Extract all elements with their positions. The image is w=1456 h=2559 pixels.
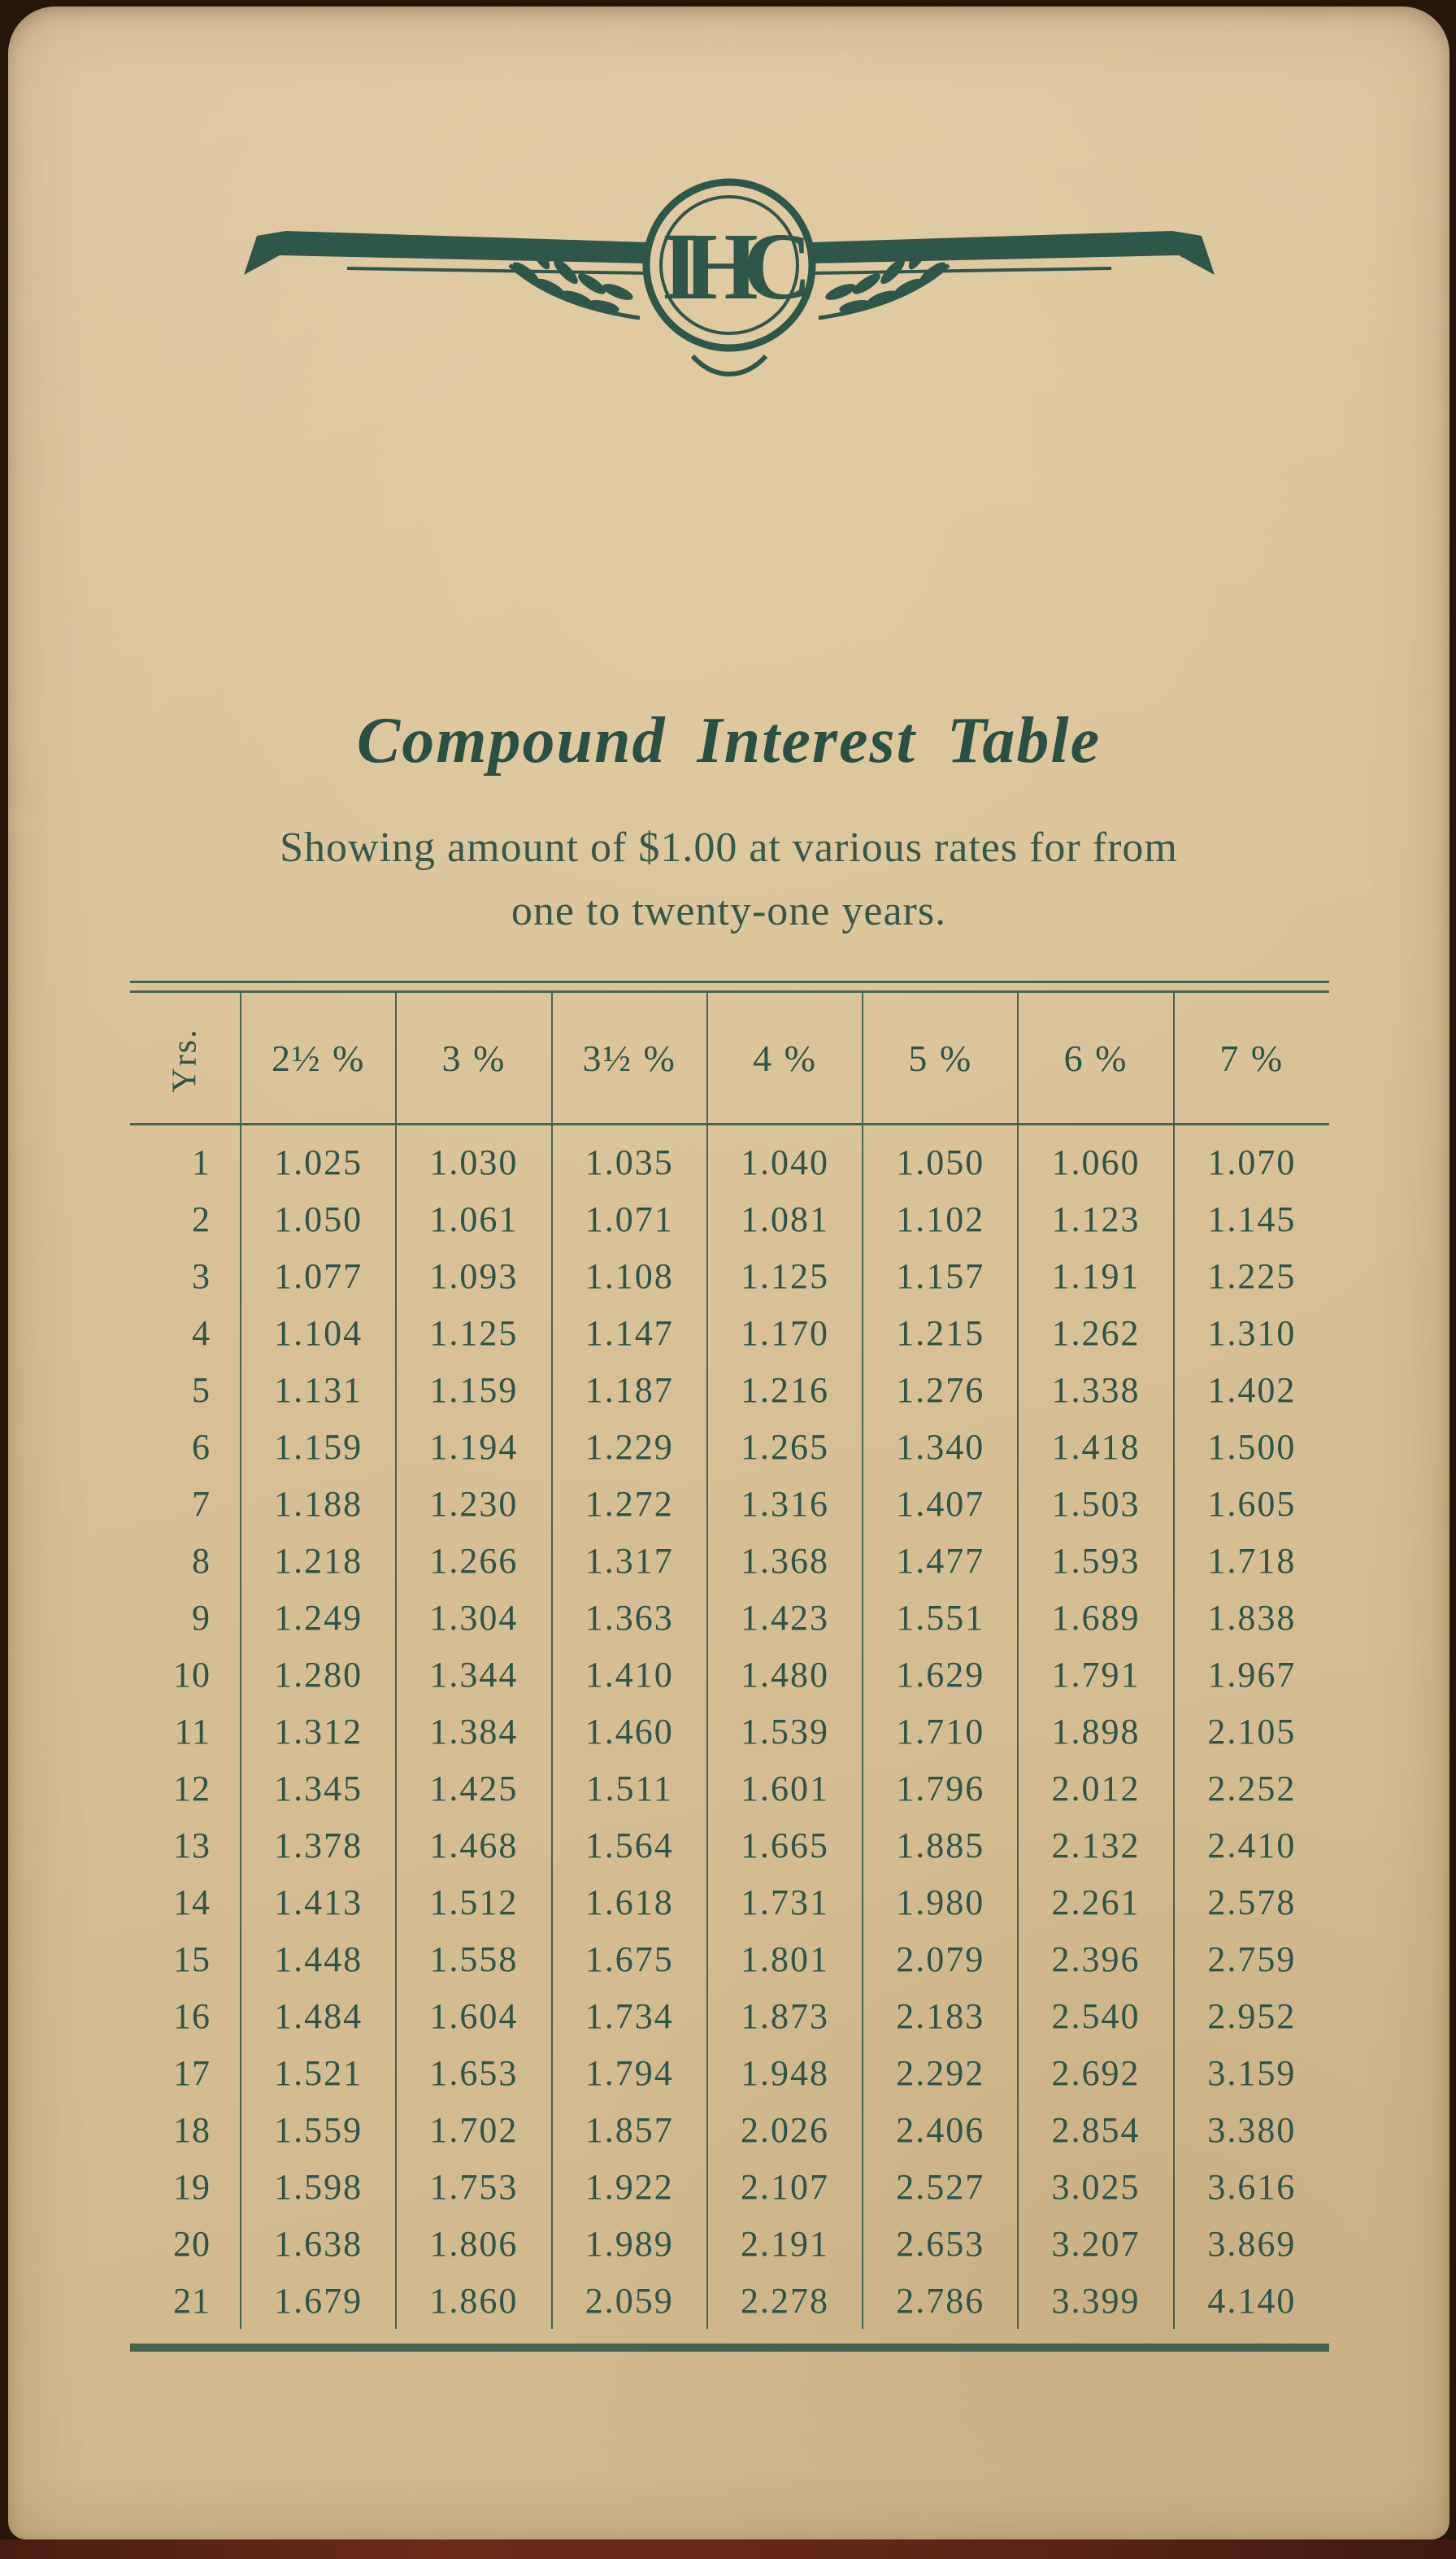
table-row bbox=[130, 1646, 1329, 1703]
value-cell: 1.317 bbox=[552, 1532, 707, 1589]
value-cell: 1.665 bbox=[707, 1817, 863, 1874]
value-cell: 1.948 bbox=[707, 2044, 863, 2101]
value-cell: 1.280 bbox=[241, 1646, 396, 1703]
table-row bbox=[130, 2215, 1329, 2272]
value-cell: 1.218 bbox=[241, 1532, 396, 1589]
value-cell: 1.593 bbox=[1018, 1532, 1173, 1589]
value-cell: 1.618 bbox=[552, 1874, 707, 1930]
value-cell: 1.718 bbox=[1174, 1532, 1329, 1589]
value-cell: 1.340 bbox=[863, 1418, 1018, 1475]
value-cell: 1.601 bbox=[707, 1760, 863, 1817]
value-cell: 1.980 bbox=[863, 1874, 1018, 1930]
table-row bbox=[130, 1987, 1329, 2044]
value-cell: 1.689 bbox=[1018, 1589, 1173, 1646]
value-cell: 1.675 bbox=[552, 1930, 707, 1987]
value-cell: 1.378 bbox=[241, 1817, 396, 1874]
value-cell: 3.159 bbox=[1174, 2044, 1329, 2101]
value-cell: 4.140 bbox=[1174, 2272, 1329, 2329]
value-cell: 2.252 bbox=[1174, 1760, 1329, 1817]
value-cell: 1.423 bbox=[707, 1589, 863, 1646]
value-cell: 1.187 bbox=[552, 1361, 707, 1418]
table-row bbox=[130, 1418, 1329, 1475]
value-cell: 2.540 bbox=[1018, 1987, 1173, 2044]
right-wing-ornament bbox=[811, 231, 1215, 275]
year-cell: 16 bbox=[173, 1996, 211, 2036]
value-cell: 1.249 bbox=[241, 1589, 396, 1646]
value-cell: 1.040 bbox=[707, 1125, 863, 1191]
value-cell: 3.399 bbox=[1018, 2272, 1173, 2329]
value-cell: 1.898 bbox=[1018, 1703, 1173, 1760]
table-bottom-rule bbox=[130, 2344, 1329, 2352]
value-cell: 1.477 bbox=[863, 1532, 1018, 1589]
value-cell: 1.460 bbox=[552, 1703, 707, 1760]
booklet-binding-edge bbox=[0, 2539, 1456, 2559]
left-wing-ornament bbox=[244, 231, 648, 275]
value-cell: 1.188 bbox=[241, 1475, 396, 1532]
value-cell: 1.425 bbox=[396, 1760, 551, 1817]
value-cell: 1.070 bbox=[1174, 1125, 1329, 1191]
value-cell: 2.278 bbox=[707, 2272, 863, 2329]
year-cell: 9 bbox=[192, 1598, 211, 1638]
table-body bbox=[130, 1125, 1329, 2330]
header-ornament bbox=[172, 151, 1286, 379]
year-cell: 17 bbox=[173, 2053, 211, 2093]
table-row bbox=[130, 2272, 1329, 2329]
value-cell: 1.108 bbox=[552, 1247, 707, 1304]
value-cell: 1.418 bbox=[1018, 1418, 1173, 1475]
value-cell: 1.605 bbox=[1174, 1475, 1329, 1532]
value-cell: 2.261 bbox=[1018, 1874, 1173, 1930]
value-cell: 1.215 bbox=[863, 1304, 1018, 1361]
table-row bbox=[130, 1125, 1329, 1191]
year-cell: 11 bbox=[174, 1712, 211, 1752]
value-cell: 1.653 bbox=[396, 2044, 551, 2101]
year-cell: 6 bbox=[192, 1427, 211, 1467]
year-cell: 13 bbox=[173, 1826, 211, 1865]
value-cell: 1.448 bbox=[241, 1930, 396, 1987]
value-cell: 1.838 bbox=[1174, 1589, 1329, 1646]
value-cell: 1.125 bbox=[707, 1247, 863, 1304]
value-cell: 1.338 bbox=[1018, 1361, 1173, 1418]
page-title: Compound Interest Table bbox=[356, 705, 1102, 777]
value-cell: 1.598 bbox=[241, 2158, 396, 2215]
value-cell: 1.629 bbox=[863, 1646, 1018, 1703]
value-cell: 1.638 bbox=[241, 2215, 396, 2272]
value-cell: 1.503 bbox=[1018, 1475, 1173, 1532]
value-cell: 1.035 bbox=[552, 1125, 707, 1191]
value-cell: 1.402 bbox=[1174, 1361, 1329, 1418]
value-cell: 1.989 bbox=[552, 2215, 707, 2272]
year-cell: 4 bbox=[192, 1313, 211, 1353]
rate-header-cell: 7 % bbox=[1174, 993, 1329, 1125]
value-cell: 2.578 bbox=[1174, 1874, 1329, 1930]
value-cell: 1.060 bbox=[1018, 1125, 1173, 1191]
value-cell: 2.107 bbox=[707, 2158, 863, 2215]
year-cell: 10 bbox=[173, 1655, 211, 1695]
value-cell: 2.786 bbox=[863, 2272, 1018, 2329]
years-header-label: Yrs. bbox=[166, 1027, 204, 1093]
booklet-page bbox=[8, 7, 1449, 2539]
table-row bbox=[130, 1247, 1329, 1304]
value-cell: 1.191 bbox=[1018, 1247, 1173, 1304]
table-row bbox=[130, 1703, 1329, 1760]
page-subtitle bbox=[8, 816, 1449, 943]
value-cell: 1.710 bbox=[863, 1703, 1018, 1760]
value-cell: 2.653 bbox=[863, 2215, 1018, 2272]
value-cell: 3.869 bbox=[1174, 2215, 1329, 2272]
value-cell: 2.759 bbox=[1174, 1930, 1329, 1987]
value-cell: 1.384 bbox=[396, 1703, 551, 1760]
value-cell: 1.157 bbox=[863, 1247, 1018, 1304]
value-cell: 1.468 bbox=[396, 1817, 551, 1874]
table-row bbox=[130, 1760, 1329, 1817]
value-cell: 1.147 bbox=[552, 1304, 707, 1361]
value-cell: 3.616 bbox=[1174, 2158, 1329, 2215]
value-cell: 1.679 bbox=[241, 2272, 396, 2329]
year-cell: 20 bbox=[173, 2224, 211, 2264]
value-cell: 1.266 bbox=[396, 1532, 551, 1589]
value-cell: 1.225 bbox=[1174, 1247, 1329, 1304]
table-row bbox=[130, 1190, 1329, 1247]
value-cell: 1.262 bbox=[1018, 1304, 1173, 1361]
value-cell: 1.368 bbox=[707, 1532, 863, 1589]
value-cell: 1.050 bbox=[241, 1190, 396, 1247]
ihc-medallion bbox=[646, 182, 812, 374]
value-cell: 1.500 bbox=[1174, 1418, 1329, 1475]
value-cell: 1.123 bbox=[1018, 1190, 1173, 1247]
interest-table bbox=[130, 993, 1329, 2329]
ihc-monogram: IHC bbox=[661, 213, 797, 320]
value-cell: 2.396 bbox=[1018, 1930, 1173, 1987]
value-cell: 1.025 bbox=[241, 1125, 396, 1191]
value-cell: 1.604 bbox=[396, 1987, 551, 2044]
value-cell: 1.363 bbox=[552, 1589, 707, 1646]
value-cell: 1.731 bbox=[707, 1874, 863, 1930]
value-cell: 2.132 bbox=[1018, 1817, 1173, 1874]
value-cell: 3.025 bbox=[1018, 2158, 1173, 2215]
table-row bbox=[130, 1532, 1329, 1589]
value-cell: 1.170 bbox=[707, 1304, 863, 1361]
value-cell: 1.512 bbox=[396, 1874, 551, 1930]
table-row bbox=[130, 1304, 1329, 1361]
value-cell: 1.860 bbox=[396, 2272, 551, 2329]
value-cell: 1.061 bbox=[396, 1190, 551, 1247]
year-cell: 1 bbox=[192, 1142, 211, 1182]
value-cell: 1.410 bbox=[552, 1646, 707, 1703]
value-cell: 1.558 bbox=[396, 1930, 551, 1987]
value-cell: 2.191 bbox=[707, 2215, 863, 2272]
value-cell: 1.344 bbox=[396, 1646, 551, 1703]
year-cell: 7 bbox=[192, 1484, 211, 1524]
table-row bbox=[130, 1930, 1329, 1987]
value-cell: 2.012 bbox=[1018, 1760, 1173, 1817]
value-cell: 1.310 bbox=[1174, 1304, 1329, 1361]
value-cell: 1.967 bbox=[1174, 1646, 1329, 1703]
value-cell: 1.071 bbox=[552, 1190, 707, 1247]
year-cell: 15 bbox=[173, 1939, 211, 1979]
year-cell: 3 bbox=[192, 1256, 211, 1296]
subtitle-line-2: one to twenty-one years. bbox=[511, 888, 947, 934]
compound-interest-table bbox=[130, 981, 1329, 2352]
value-cell: 1.796 bbox=[863, 1760, 1018, 1817]
table-row bbox=[130, 1874, 1329, 1930]
year-cell: 8 bbox=[192, 1541, 211, 1581]
table-row bbox=[130, 1361, 1329, 1418]
value-cell: 1.734 bbox=[552, 1987, 707, 2044]
value-cell: 1.857 bbox=[552, 2101, 707, 2158]
table-row bbox=[130, 1589, 1329, 1646]
value-cell: 1.104 bbox=[241, 1304, 396, 1361]
value-cell: 1.131 bbox=[241, 1361, 396, 1418]
value-cell: 1.125 bbox=[396, 1304, 551, 1361]
value-cell: 1.484 bbox=[241, 1987, 396, 2044]
table-row bbox=[130, 2101, 1329, 2158]
table-header-row bbox=[130, 993, 1329, 1125]
value-cell: 1.093 bbox=[396, 1247, 551, 1304]
value-cell: 1.304 bbox=[396, 1589, 551, 1646]
value-cell: 1.753 bbox=[396, 2158, 551, 2215]
value-cell: 1.794 bbox=[552, 2044, 707, 2101]
value-cell: 2.292 bbox=[863, 2044, 1018, 2101]
value-cell: 2.079 bbox=[863, 1930, 1018, 1987]
year-cell: 18 bbox=[173, 2110, 211, 2150]
year-cell: 21 bbox=[173, 2281, 211, 2321]
year-cell: 19 bbox=[173, 2167, 211, 2207]
value-cell: 1.050 bbox=[863, 1125, 1018, 1191]
value-cell: 1.316 bbox=[707, 1475, 863, 1532]
value-cell: 2.059 bbox=[552, 2272, 707, 2329]
value-cell: 1.159 bbox=[241, 1418, 396, 1475]
value-cell: 1.102 bbox=[863, 1190, 1018, 1247]
year-cell: 12 bbox=[173, 1769, 211, 1808]
rate-header-cell: 3½ % bbox=[552, 993, 707, 1125]
value-cell: 1.159 bbox=[396, 1361, 551, 1418]
value-cell: 2.692 bbox=[1018, 2044, 1173, 2101]
value-cell: 1.265 bbox=[707, 1418, 863, 1475]
table-top-double-rule bbox=[130, 981, 1329, 993]
value-cell: 1.559 bbox=[241, 2101, 396, 2158]
value-cell: 1.230 bbox=[396, 1475, 551, 1532]
table-row bbox=[130, 2158, 1329, 2215]
year-cell: 5 bbox=[192, 1370, 211, 1410]
value-cell: 3.207 bbox=[1018, 2215, 1173, 2272]
value-cell: 1.511 bbox=[552, 1760, 707, 1817]
value-cell: 1.885 bbox=[863, 1817, 1018, 1874]
value-cell: 3.380 bbox=[1174, 2101, 1329, 2158]
value-cell: 2.183 bbox=[863, 1987, 1018, 2044]
value-cell: 1.806 bbox=[396, 2215, 551, 2272]
value-cell: 2.410 bbox=[1174, 1817, 1329, 1874]
value-cell: 1.480 bbox=[707, 1646, 863, 1703]
value-cell: 1.077 bbox=[241, 1247, 396, 1304]
value-cell: 1.407 bbox=[863, 1475, 1018, 1532]
subtitle-line-1: Showing amount of $1.00 at various rates for from bbox=[280, 825, 1178, 871]
value-cell: 1.272 bbox=[552, 1475, 707, 1532]
rate-header-cell: 6 % bbox=[1018, 993, 1173, 1125]
table-row bbox=[130, 1817, 1329, 1874]
value-cell: 1.521 bbox=[241, 2044, 396, 2101]
value-cell: 1.276 bbox=[863, 1361, 1018, 1418]
value-cell: 1.216 bbox=[707, 1361, 863, 1418]
value-cell: 1.801 bbox=[707, 1930, 863, 1987]
value-cell: 1.145 bbox=[1174, 1190, 1329, 1247]
table-row bbox=[130, 2044, 1329, 2101]
year-cell: 2 bbox=[192, 1199, 211, 1239]
year-cell: 14 bbox=[173, 1882, 211, 1922]
value-cell: 2.854 bbox=[1018, 2101, 1173, 2158]
table-row bbox=[130, 1475, 1329, 1532]
years-header-cell bbox=[130, 993, 241, 1125]
value-cell: 1.030 bbox=[396, 1125, 551, 1191]
value-cell: 1.345 bbox=[241, 1760, 396, 1817]
value-cell: 1.922 bbox=[552, 2158, 707, 2215]
value-cell: 2.406 bbox=[863, 2101, 1018, 2158]
value-cell: 1.413 bbox=[241, 1874, 396, 1930]
value-cell: 1.194 bbox=[396, 1418, 551, 1475]
rate-header-cell: 3 % bbox=[396, 993, 551, 1125]
value-cell: 1.229 bbox=[552, 1418, 707, 1475]
value-cell: 2.105 bbox=[1174, 1703, 1329, 1760]
rate-header-cell: 4 % bbox=[707, 993, 863, 1125]
value-cell: 1.564 bbox=[552, 1817, 707, 1874]
value-cell: 1.873 bbox=[707, 1987, 863, 2044]
value-cell: 1.081 bbox=[707, 1190, 863, 1247]
value-cell: 2.026 bbox=[707, 2101, 863, 2158]
rate-header-cell: 2½ % bbox=[241, 993, 396, 1125]
value-cell: 1.702 bbox=[396, 2101, 551, 2158]
value-cell: 2.952 bbox=[1174, 1987, 1329, 2044]
rate-header-cell: 5 % bbox=[863, 993, 1018, 1125]
value-cell: 1.791 bbox=[1018, 1646, 1173, 1703]
value-cell: 1.539 bbox=[707, 1703, 863, 1760]
value-cell: 1.551 bbox=[863, 1589, 1018, 1646]
ihc-logo-ornament bbox=[172, 151, 1286, 379]
value-cell: 2.527 bbox=[863, 2158, 1018, 2215]
value-cell: 1.312 bbox=[241, 1703, 396, 1760]
